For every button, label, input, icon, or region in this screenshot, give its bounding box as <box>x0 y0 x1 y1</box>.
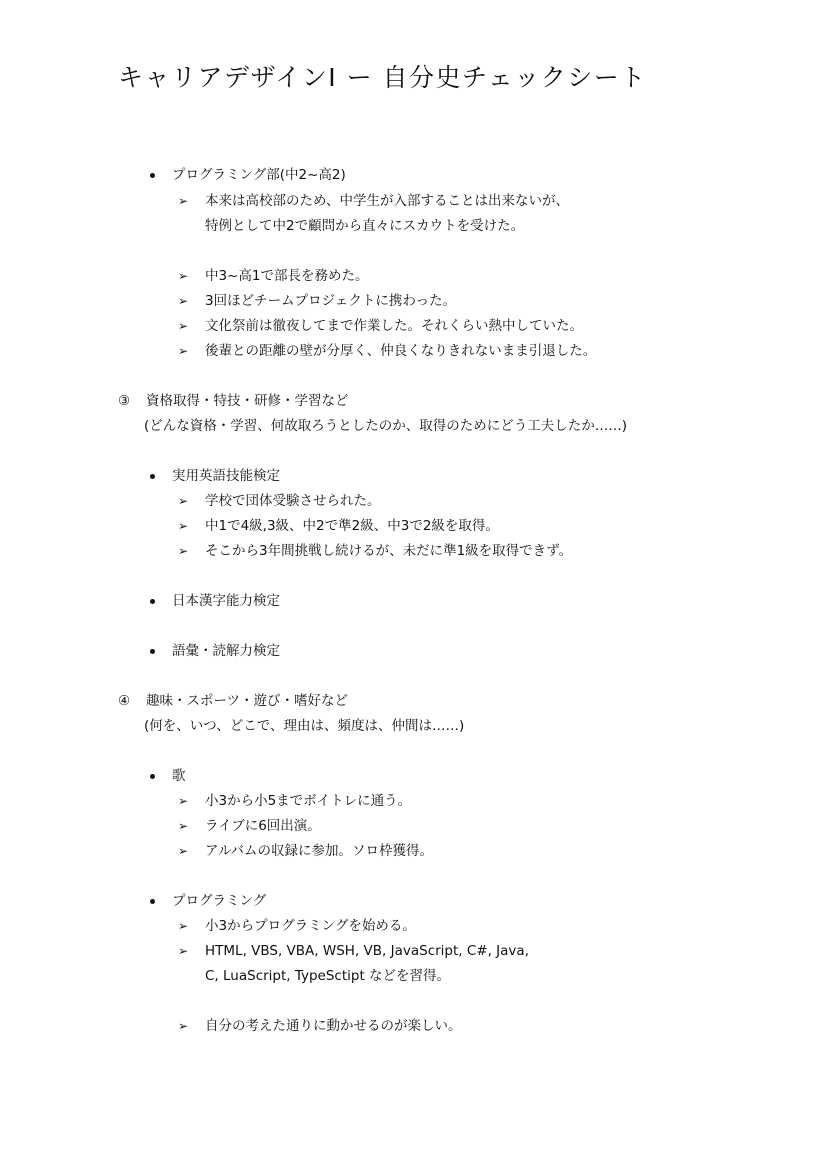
programming-label: プログラミング <box>172 893 267 909</box>
club-detail-1: 本来は高校部のため、中学生が入部することは出来ないが、 <box>205 193 569 209</box>
arrow-bullet-icon: ➢ <box>178 794 189 808</box>
song-item: アルバムの収録に参加。ソロ枠獲得。 <box>205 843 434 859</box>
arrow-bullet-icon: ➢ <box>178 819 189 833</box>
programming-item: C, LuaScript, TypeSctipt などを習得。 <box>205 968 451 984</box>
eiken-item: 学校で団体受験させられた。 <box>205 493 381 509</box>
section-4-number: ④ <box>118 693 131 709</box>
section-3-number: ③ <box>118 393 131 409</box>
song-label: 歌 <box>172 768 186 784</box>
eiken-label: 実用英語技能検定 <box>172 468 280 484</box>
eiken-item: 中1で4級,3級、中2で準2級、中3で2級を取得。 <box>205 518 499 534</box>
section-4-subheading: (何を、いつ、どこで、理由は、頻度は、仲間は……) <box>144 718 465 734</box>
club-heading: プログラミング部(中2~高2) <box>172 167 346 183</box>
kanken-label: 日本漢字能力検定 <box>172 593 280 609</box>
arrow-bullet-icon: ➢ <box>178 1019 189 1033</box>
club-item: 文化祭前は徹夜してまで作業した。それくらい熱中していた。 <box>205 318 583 334</box>
page-title: キャリアデザインⅠ ー 自分史チェックシート <box>118 63 647 92</box>
section-3-subheading: (どんな資格・学習、何故取ろうとしたのか、取得のためにどう工夫したか……) <box>144 418 628 434</box>
club-item: 3回ほどチームプロジェクトに携わった。 <box>205 293 457 309</box>
arrow-bullet-icon: ➢ <box>178 519 189 533</box>
club-item: 後輩との距離の壁が分厚く、仲良くなりきれないまま引退した。 <box>205 343 597 359</box>
programming-item: 自分の考えた通りに動かせるのが楽しい。 <box>205 1018 462 1034</box>
section-4-heading: 趣味・スポーツ・遊び・嗜好など <box>146 693 348 709</box>
bullet-dot-icon <box>150 899 155 904</box>
arrow-bullet-icon: ➢ <box>178 269 189 283</box>
bullet-dot-icon <box>150 599 155 604</box>
arrow-bullet-icon: ➢ <box>178 494 189 508</box>
bullet-dot-icon <box>150 173 155 178</box>
bullet-dot-icon <box>150 774 155 779</box>
goi-label: 語彙・読解力検定 <box>172 643 280 659</box>
arrow-bullet-icon: ➢ <box>178 194 189 208</box>
arrow-bullet-icon: ➢ <box>178 544 189 558</box>
programming-item: 小3からプログラミングを始める。 <box>205 918 416 934</box>
club-item: 中3~高1で部長を務めた。 <box>205 268 369 284</box>
arrow-bullet-icon: ➢ <box>178 844 189 858</box>
club-detail-2: 特例として中2で顧問から直々にスカウトを受けた。 <box>205 218 525 234</box>
arrow-bullet-icon: ➢ <box>178 294 189 308</box>
section-3-heading: 資格取得・特技・研修・学習など <box>146 393 349 409</box>
song-item: ライブに6回出演。 <box>205 818 321 834</box>
programming-item: HTML, VBS, VBA, WSH, VB, JavaScript, C#, Java, <box>205 943 529 959</box>
eiken-item: そこから3年間挑戦し続けるが、未だに準1級を取得できず。 <box>205 543 573 559</box>
arrow-bullet-icon: ➢ <box>178 344 189 358</box>
arrow-bullet-icon: ➢ <box>178 944 189 958</box>
song-item: 小3から小5までボイトレに通う。 <box>205 793 412 809</box>
arrow-bullet-icon: ➢ <box>178 919 189 933</box>
bullet-dot-icon <box>150 649 155 654</box>
bullet-dot-icon <box>150 474 155 479</box>
arrow-bullet-icon: ➢ <box>178 319 189 333</box>
